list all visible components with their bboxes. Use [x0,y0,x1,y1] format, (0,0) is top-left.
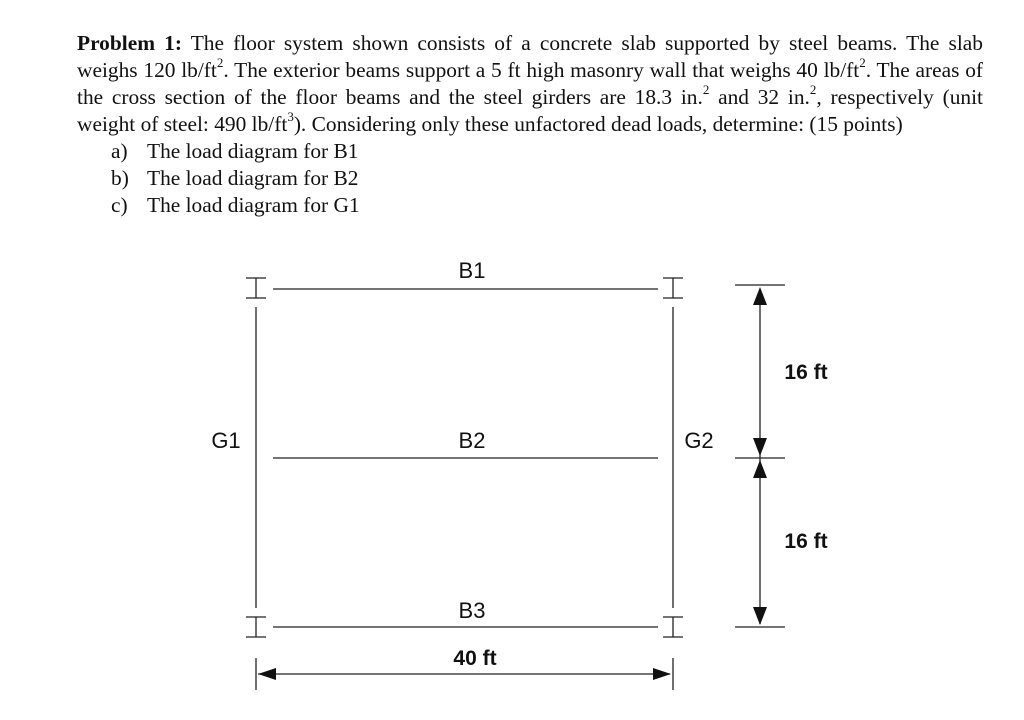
task-item: c) The load diagram for G1 [111,193,360,217]
span-label: 40 ft [453,647,497,670]
column-top-left [246,278,266,298]
spacing-label-lower: 16 ft [784,530,828,553]
column-top-right [663,278,683,298]
span-arrow-right [653,668,671,680]
beam-b2-label: B2 [458,428,486,453]
spacing-label-upper: 16 ft [784,361,828,384]
span-arrow-left [258,668,276,680]
spacing-arrow-middle-down [753,460,767,478]
spacing-arrow-bottom [753,607,767,625]
girder-g2-label: G2 [684,428,714,453]
problem-paragraph: Problem 1: The floor system shown consists of a concrete slab supported by steel beams. The slab weighs 120 $lb/ft^2$. The exterior beams support a 5 ft high masonry wall that weighs 40 $lb/ft^2$. The areas of the cross section of the floor beams and the steel girders are 18.3 in.$^2$ and 32 in.$^2$, respectively (unit weight of steel: 490 $lb/ft^3$). Considering only these unfactored dead loads, determine: (15 points) [77,31,984,136]
task-item: a) The load diagram for B1 [111,139,359,163]
column-bottom-left [246,617,266,637]
spacing-arrow-middle-up [753,438,767,456]
spacing-arrow-top [753,287,767,305]
problem-label: Problem 1: [77,31,182,55]
task-item: b) The load diagram for B2 [111,166,359,190]
beam-b1-label: B1 [458,258,486,283]
beam-b3-label: B3 [458,598,486,623]
column-bottom-right [663,617,683,637]
girder-g1-label: G1 [211,428,241,453]
